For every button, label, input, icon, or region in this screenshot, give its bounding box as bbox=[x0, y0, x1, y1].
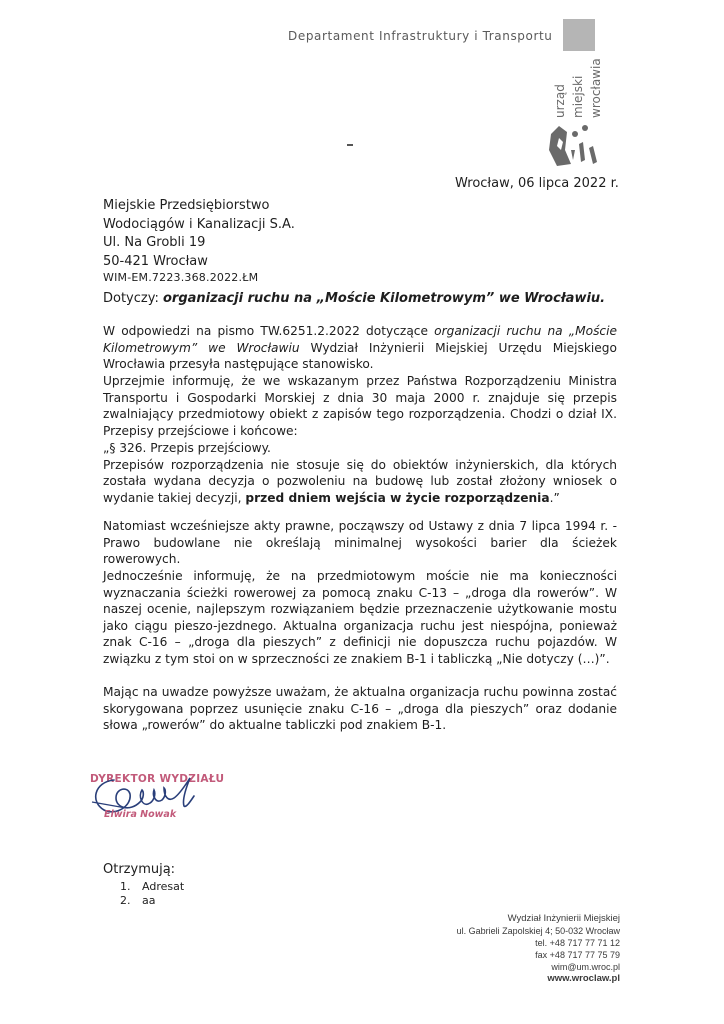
logo-text-line-3: wrocławia bbox=[589, 58, 603, 118]
paragraph-1-text-c: Wydział Inżynierii Miejskiej Urzędu Miejskiego Wrocławia przesyła następujące stanowisko. bbox=[103, 340, 617, 371]
reference-number: WIM-EM.7223.368.2022.ŁM bbox=[103, 271, 259, 284]
list-item-number: 1. bbox=[120, 880, 131, 893]
letter-date: Wrocław, 06 lipca 2022 r. bbox=[455, 176, 619, 191]
recipient-line-4: 50-421 Wrocław bbox=[103, 253, 208, 269]
recipient-line-2: Wodociągów i Kanalizacji S.A. bbox=[103, 216, 295, 232]
footer-email[interactable]: wim@um.wroc.pl bbox=[551, 962, 620, 972]
recipient-line-3: Ul. Na Grobli 19 bbox=[103, 235, 206, 250]
quoted-provision bbox=[103, 440, 617, 506]
paragraph-2 bbox=[103, 373, 617, 439]
paragraph-6 bbox=[103, 684, 617, 734]
footer-contact bbox=[430, 913, 620, 985]
footer-unit: Wydział Inżynierii Miejskiej bbox=[507, 913, 620, 924]
list-item-number: 2. bbox=[120, 894, 131, 907]
department-header: Departament Infrastruktury i Transportu bbox=[288, 29, 553, 43]
recipients-label: Otrzymują: bbox=[103, 862, 176, 877]
paragraph-4-text: Natomiast wcześniejsze akty prawne, począwszy od Ustawy z dnia 7 lipca 1994 r. - Prawo budowlane nie określają minimalnej wysokości barier dla ścieżek rowerowych. bbox=[103, 519, 617, 566]
paragraph-6-text: Mając na uwadze powyższe uważam, że aktualna organizacja ruchu powinna zostać skorygowana poprzez usunięcie znaku C-16 – „droga dla pieszych” oraz dodanie słowa „rowerów” do aktualne tabliczki pod znakiem B-1. bbox=[103, 685, 617, 732]
stamp-name: Elwira Nowak bbox=[104, 809, 177, 820]
list-item bbox=[120, 880, 184, 894]
list-item bbox=[120, 894, 184, 908]
logo-square bbox=[563, 19, 595, 51]
paragraph-4 bbox=[103, 518, 617, 568]
recipient-line-1: Miejskie Przedsiębiorstwo bbox=[103, 198, 270, 213]
paragraph-5-text: Jednocześnie informuję, że na przedmiotowym moście nie ma konieczności wyznaczania ścieżki rowerowej za pomocą znaku C-13 – „droga dla rowerów”. W naszej ocenie, najlepszym rozwiązaniem będzie przeznaczenie użytkowanie mostu jako ciągu pieszo-jezdnego. Aktualna organizacja ruchu jest niespójna, ponieważ znak C-16 – „droga dla pieszych” z definicji nie dopuszcza ruchu pojazdów. W związku z tym stoi on w sprzeczności ze znakiem B-1 i tabliczką „Nie dotyczy (…)”. bbox=[103, 569, 617, 666]
paragraph-1-text-italic: organizacji ruchu na „Moście Kilometrowym” we Wrocławiu bbox=[103, 324, 617, 355]
quoted-provision-text-bold: przed dniem wejścia w życie rozporządzenia bbox=[245, 490, 550, 505]
footer-tel: tel. +48 717 77 71 12 bbox=[535, 938, 620, 948]
paragraph-1 bbox=[103, 323, 617, 373]
footer-website[interactable]: www.wroclaw.pl bbox=[547, 973, 620, 984]
scan-mark bbox=[347, 144, 353, 146]
city-office-logo bbox=[548, 52, 618, 122]
recipients-list bbox=[120, 880, 184, 908]
subject-text: organizacji ruchu na „Moście Kilometrowym” we Wrocławiu. bbox=[163, 291, 606, 306]
paragraph-2-text: Uprzejmie informuję, że we wskazanym przez Państwa Rozporządzeniu Ministra Transportu i Gospodarki Morskiej z dnia 30 maja 2000 r. znajduje się przepis zwalniający przedmiotowy obiekt z zapisów tego rozporządzenia. Chodzi o dział IX. Przepisy przejściowe i końcowe: bbox=[103, 374, 617, 438]
stamp-title: DYREKTOR WYDZIAŁU bbox=[90, 773, 225, 785]
logo-text-line-2: miejski bbox=[571, 75, 585, 118]
quoted-provision-text-c: .” bbox=[549, 490, 560, 505]
paragraph-1-text-a: W odpowiedzi na pismo TW.6251.2.2022 dotyczące bbox=[103, 324, 435, 338]
list-item-text: Adresat bbox=[142, 880, 185, 893]
recipient-address bbox=[103, 197, 295, 271]
footer-address: ul. Gabrieli Zapolskiej 4; 50-032 Wrocław bbox=[456, 926, 620, 936]
subject-line bbox=[103, 291, 605, 306]
subject-label: Dotyczy: bbox=[103, 291, 159, 306]
quoted-provision-text-a: Przepisów rozporządzenia nie stosuje się do obiektów inżynierskich, dla których została wydana decyzja o pozwoleniu na budowę lub został złożony wniosek o wydanie takiej decyzji, bbox=[103, 457, 617, 505]
logo-text-line-1: urząd bbox=[553, 84, 567, 118]
paragraph-5 bbox=[103, 568, 617, 667]
list-item-text: aa bbox=[142, 894, 156, 907]
city-crest-icon bbox=[545, 120, 603, 172]
quoted-provision-title: „§ 326. Przepis przejściowy. bbox=[103, 441, 271, 455]
footer-fax: fax +48 717 77 75 79 bbox=[535, 950, 620, 960]
